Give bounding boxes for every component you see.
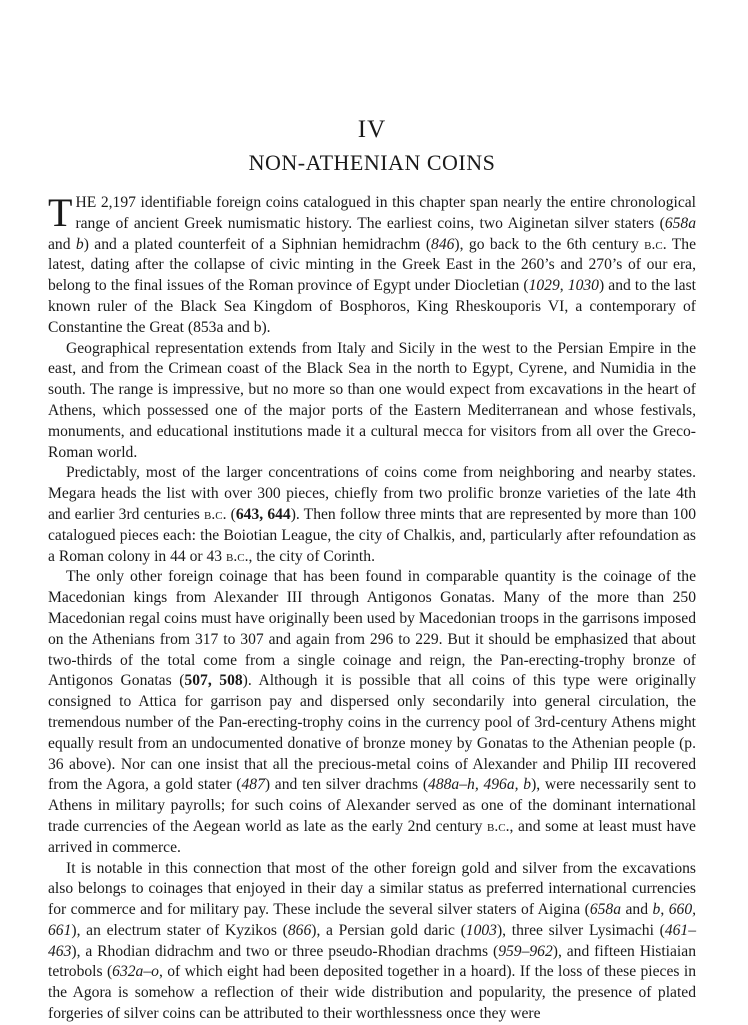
drop-cap: T — [48, 190, 73, 235]
catalogue-ref: b — [75, 235, 84, 253]
text-run: The only other foreign coinage that has been found in comparable quantity is the coinage of the Macedonian kings from Alexander III through Antigonos Gonatas. Many of the more than 250 Macedonian regal coins must have originally been used by Macedonian troops in the garrisons imposed on the Athenians from 317 to 307 and again from 296 to 229. But it should be emphasized that about two-thirds of the total come from a single coinage and reign, the Pan-erecting-trophy bronze of Antigonos Gonatas ( — [48, 568, 696, 690]
text-run: , and some at least must have arrived in commerce. — [48, 817, 696, 856]
text-run: ), were necessarily sent to Athens in military payrolls; for such coins of Alexander served as one of the dominant international trade currencies of the Aegean world as late as the early 2nd century — [48, 776, 696, 835]
text-run: Geographical representation extends from Italy and Sicily in the west to the Persian Empire in the east, and from the Crimean coast of the Black Sea in the north to Egypt, Cyrene, and Numidia in the south. The range is impressive, but no more so than one would expect from excavations in the heart of Athens, which possessed one of the major ports of the Eastern Mediterranean and whose festivals, monuments, and educational institutions made it a cultural mecca for visitors from all over the Greco-Roman world. — [48, 339, 696, 461]
catalogue-ref: 632a–o — [112, 963, 159, 981]
text-run: HE 2,197 identifiable foreign coins catalogued in this chapter span nearly the entire chronological range of ancient Greek numismatic history. The earliest coins, two Aiginetan silver staters ( — [75, 194, 696, 232]
paragraph-text — [48, 860, 696, 1023]
catalogue-ref: 658a — [664, 214, 696, 232]
text-run: , — [559, 277, 568, 295]
paragraph-5 — [48, 859, 696, 1025]
paragraph-4 — [48, 567, 696, 858]
text-run: ), three silver Lysimachi ( — [496, 921, 665, 939]
text-run: ), and fifteen Histiaian tetrobols ( — [48, 942, 696, 981]
paragraph-2 — [48, 339, 696, 464]
paragraph-1 — [48, 190, 696, 339]
text-run: ), an electrum stater of Kyzikos ( — [71, 921, 288, 939]
catalogue-ref: 658a — [589, 901, 621, 919]
catalogue-ref: 660, 661 — [48, 901, 697, 939]
paragraph-text — [48, 464, 696, 564]
paragraph-text — [48, 340, 696, 461]
catalogue-ref: 866 — [287, 921, 312, 939]
text-run: ) and to the last known ruler of the Black Sea Kingdom of Bosphoros, King Rheskouporis VI, a contemporary of Constantine the Great (853a and b). — [48, 277, 696, 336]
text-run: , the city of Corinth. — [248, 547, 375, 565]
catalogue-ref: 959–962 — [498, 942, 553, 960]
text-run: and — [621, 901, 653, 919]
text-run: The latest, dating after the collapse of civic minting in the Greek East in the 260’s and 270’s of our era, belong to the final issues of the Roman province of Egypt under Diocletian ( — [48, 235, 696, 295]
paragraph-text — [48, 190, 696, 336]
catalogue-ref: 488a–h, 496a, b — [428, 776, 532, 794]
text-run: , of which eight had been deposited together in a hoard). If the loss of these pieces in the Agora is somehow a reflection of their wide distribution and popularity, the presence of plated forgeries of silver coins can be attributed to their worthlessness once they were — [48, 963, 696, 1023]
catalogue-ref: b — [652, 901, 661, 919]
catalogue-ref: 461–463 — [48, 921, 696, 960]
paragraph-text — [48, 568, 696, 855]
plate-ref: 507, 508 — [184, 672, 243, 690]
text-run: and — [48, 235, 76, 253]
catalogue-ref: 1030 — [567, 277, 599, 295]
catalogue-ref: 1029 — [528, 277, 560, 295]
era-abbrev: b.c. — [226, 547, 249, 565]
era-abbrev: b.c. — [644, 235, 667, 253]
text-run: ). Although it is possible that all coins of this type were originally consigned to Attica for garrison pay and dispersed only secondarily into general circulation, the tremendous number of the Pan-erecting-trophy coins in the currency pool of 3rd-century Athens might equally result from an undocumented donative of bronze money by Gonatas to the Athenian people (p. 36 above). Nor can one insist that all the precious-metal coins of Alexander and Philip III recovered from the Agora, a gold stater ( — [48, 672, 696, 794]
text-run: ) and ten silver drachms ( — [264, 776, 429, 794]
chapter-number: IV — [357, 116, 387, 143]
text-run: ), a Persian gold daric ( — [311, 921, 466, 939]
text-run: ( — [226, 505, 236, 523]
chapter-body — [48, 190, 697, 1025]
catalogue-ref: 1003 — [465, 921, 497, 939]
text-run: ). Then follow three mints that are represented by more than 100 catalogued pieces each: the Boiotian League, the city of Chalkis, and, particularly after refoundation as a Roman colony in 44 or 43 — [48, 505, 696, 565]
text-run: It is notable in this connection that most of the other foreign gold and silver from the excavations also belongs to coinages that enjoyed in their day a similar status as preferred international currencies for commerce and for military pay. These include the several silver staters of Aigina ( — [48, 859, 696, 919]
text-run: ), a Rhodian didrachm and two or three pseudo-Rhodian drachms ( — [71, 942, 499, 960]
chapter-title: NON-ATHENIAN COINS — [248, 150, 496, 175]
era-abbrev: b.c. — [487, 817, 510, 835]
catalogue-ref: 487 — [241, 776, 265, 794]
paragraph-3 — [48, 463, 696, 567]
catalogue-ref: 846 — [431, 235, 455, 253]
text-run: ) and a plated counterfeit of a Siphnian hemidrachm ( — [83, 235, 432, 253]
era-abbrev: b.c. — [204, 505, 227, 523]
text-run: Predictably, most of the larger concentrations of coins come from neighboring and nearby states. Megara heads the list with over 300 pieces, chiefly from two prolific bronze varieties of the late 4th and earlier 3rd centuries — [48, 464, 696, 523]
text-run: ), go back to the 6th century — [454, 235, 645, 253]
plate-ref: 643, 644 — [235, 505, 291, 523]
text-run: , — [660, 901, 669, 919]
